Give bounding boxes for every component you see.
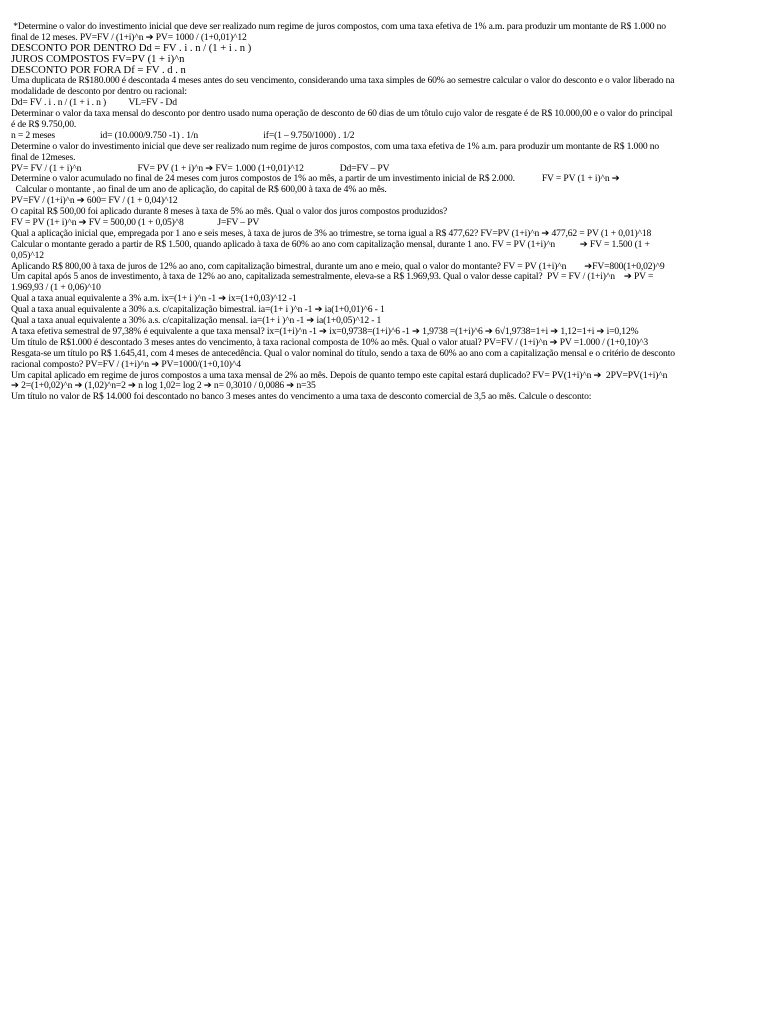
text-line: Calcular o montante gerado a partir de R$ 1.500, quando aplicado à taxa de 60% ao ano com capitalização mensal, durante 1 ano. FV = PV (1+i)^n ➔ FV = 1.500 (1 + [11, 238, 650, 250]
text-line: Um capital aplicado em regime de juros compostos a uma taxa mensal de 2% ao mês. Depois de quanto tempo este capital estará duplicado? FV= PV(1+i)^n ➔ 2PV=PV(1+i)^n [11, 369, 668, 381]
text-line: DESCONTO POR FORA Df = FV . d . n [11, 64, 186, 76]
text-line: racional composto? PV=FV / (1+i)^n ➔ PV=1000/(1+0,10)^4 [11, 358, 241, 370]
text-line: 0,05)^12 [11, 249, 44, 261]
text-line: Um título no valor de R$ 14.000 foi descontado no banco 3 meses antes do vencimento a uma taxa de desconto comercial de 3,5 ao mês. Calcule o desconto: [11, 391, 592, 403]
text-line: Determine o valor acumulado no final de 24 meses com juros compostos de 1% ao mês, a partir de um investimento inicial de R$ 2.000. FV = PV (1 + i)^n ➔ [11, 173, 620, 185]
text-line: Determinar o valor da taxa mensal do desconto por dentro usado numa operação de desconto de 60 dias de um tôtulo cujo valor de resgate é de R$ 10.000,00 e o valor do principal [11, 108, 673, 120]
text-line: Qual a aplicação inicial que, empregada por 1 ano e seis meses, à taxa de juros de 3% ao trimestre, se torna igual a R$ 477,62? FV=PV (1+i)^n ➔ 477,62 = PV (1 + 0,01)^18 [11, 227, 652, 239]
text-line: Resgata-se um título po R$ 1.645,41, com 4 meses de antecedência. Qual o valor nominal do título, sendo a taxa de 60% ao ano com a capitalização mensal e o critério de desconto [11, 347, 675, 359]
text-line: Um título de R$1.000 é descontado 3 meses antes do vencimento, à taxa racional composta de 10% ao mês. Qual o valor atual? PV=FV / (1+i)^n ➔ PV =1.000 / (1+0,10)^3 [11, 336, 649, 348]
text-line: PV=FV / (1+i)^n ➔ 600= FV / (1 + 0,04)^12 [11, 195, 178, 207]
text-line: DESCONTO POR DENTRO Dd = FV . i . n / (1 + i . n ) [11, 42, 252, 54]
text-line: PV= FV / (1 + i)^n FV= PV (1 + i)^n ➔ FV= 1.000 (1+0,01)^12 Dd=FV – PV [11, 162, 390, 174]
text-line: A taxa efetiva semestral de 97,38% é equivalente a que taxa mensal? ix=(1+i)^n -1 ➔ ix=0,9738=(1+i)^6 -1 ➔ 1,9738 =(1+i)^6 ➔ 6√1,9738=1+i ➔ 1,12=1+i ➔ i=0,12% [11, 325, 639, 337]
text-line: Dd= FV . i . n / (1 + i . n ) VL=FV - Dd [11, 97, 177, 109]
text-line: ➔ 2=(1+0,02)^n ➔ (1,02)^n=2 ➔ n log 1,02= log 2 ➔ n= 0,3010 / 0,0086 ➔ n=35 [11, 380, 316, 392]
text-line: Qual a taxa anual equivalente a 30% a.s. c/capitalização bimestral. ia=(1+ i )^n -1 ➔ ia(1+0,01)^6 - 1 [11, 304, 385, 316]
text-line: n = 2 meses id= (10.000/9.750 -1) . 1/n if=(1 – 9.750/1000) . 1/2 [11, 129, 355, 141]
text-line: final de 12meses. [11, 151, 76, 163]
text-line: JUROS COMPOSTOS FV=PV (1 + i)^n [11, 53, 185, 65]
text-line: O capital R$ 500,00 foi aplicado durante 8 meses à taxa de 5% ao mês. Qual o valor dos juros compostos produzidos? [11, 206, 448, 218]
text-line: Qual a taxa anual equivalente a 3% a.m. ix=(1+ i )^n -1 ➔ ix=(1+0,03)^12 -1 [11, 293, 297, 305]
text-line: Uma duplicata de R$180.000 é descontada 4 meses antes do seu vencimento, considerando uma taxa simples de 60% ao semestre calcular o valor do desconto e o valor liberado na [11, 75, 675, 87]
text-line: final de 12 meses. PV=FV / (1+i)^n ➔ PV= 1000 / (1+0,01)^12 [11, 31, 247, 43]
text-line: modalidade de desconto por dentro ou racional: [11, 86, 187, 98]
text-line: Calcular o montante , ao final de um ano de aplicação, do capital de R$ 600,00 à taxa de 4% ao mês. [11, 184, 387, 196]
text-line: é de R$ 9.750,00. [11, 119, 77, 131]
text-line: Determine o valor do investimento inicial que deve ser realizado num regime de juros compostos, com uma taxa efetiva de 1% a.m. para produzir um montante de R$ 1.000 no [11, 140, 660, 152]
text-line: *Determine o valor do investimento inicial que deve ser realizado num regime de juros compostos, com uma taxa efetiva de 1% a.m. para produzir um montante de R$ 1.000 no [11, 21, 666, 32]
text-line: Qual a taxa anual equivalente a 30% a.s. c/capitalização mensal. ia=(1+ i )^n -1 ➔ ia(1+0,05)^12 - 1 [11, 315, 382, 327]
text-line: Aplicando R$ 800,00 à taxa de juros de 12% ao ano, com capitalização bimestral, durante um ano e meio, qual o valor do montante? FV = PV (1+i)^n ➔FV=800(1+0,02)^9 [11, 260, 665, 272]
text-line: 1.969,93 / (1 + 0,06)^10 [11, 282, 101, 294]
document-body [11, 22, 757, 403]
text-line: FV = PV (1+ i)^n ➔ FV = 500,00 (1 + 0,05)^8 J=FV – PV [11, 217, 260, 229]
text-line: Um capital após 5 anos de investimento, à taxa de 12% ao ano, capitalizada semestralmente, eleva-se a R$ 1.969,93. Qual o valor desse capital? PV = FV / (1+i)^n ➔ PV = [11, 271, 654, 283]
